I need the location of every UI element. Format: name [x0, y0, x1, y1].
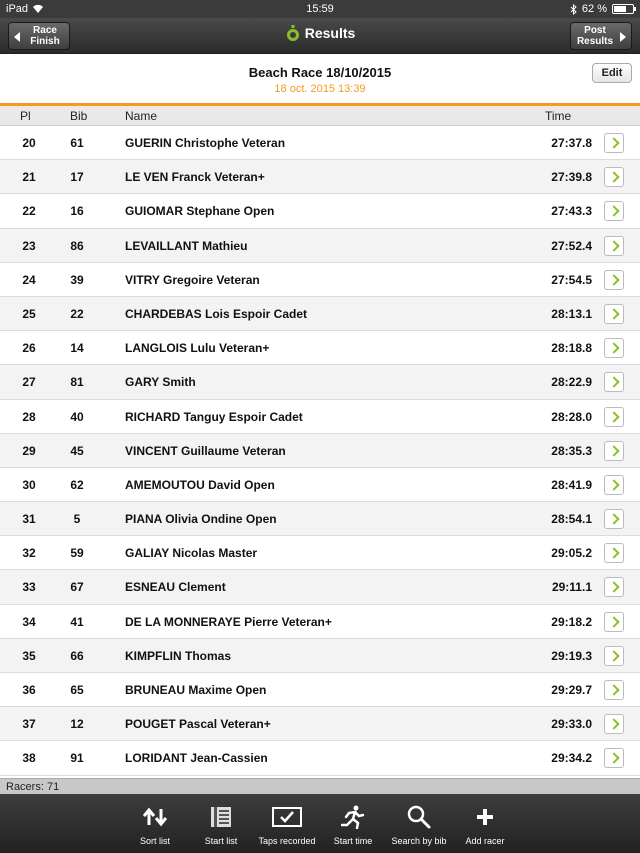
chevron-right-icon[interactable] [604, 372, 624, 392]
name-cell: PIANA Olivia Ondine Open [125, 512, 277, 527]
col-name: Name [125, 109, 158, 123]
battery-icon [612, 4, 634, 14]
name-cell: LORIDANT Jean-Cassien [125, 751, 268, 766]
name-cell: KIMPFLIN Thomas [125, 648, 232, 663]
table-row[interactable] [0, 570, 640, 604]
status-bar [0, 0, 640, 18]
time-cell: 29:29.7 [551, 683, 592, 697]
race-finish-label: Race Finish [30, 25, 60, 47]
table-row[interactable] [0, 605, 640, 639]
page-title [0, 24, 640, 42]
race-date: 18 oct. 2015 13:39 [274, 83, 366, 95]
tab-taps-recorded[interactable] [254, 794, 320, 853]
bib-cell: 5 [73, 512, 81, 527]
place-cell: 27 [22, 375, 36, 390]
time-cell: 29:34.2 [551, 751, 592, 766]
status-time: 15:59 [306, 3, 334, 15]
chevron-right-icon[interactable] [604, 407, 624, 427]
table-row[interactable] [0, 468, 640, 502]
place-cell: 20 [22, 136, 36, 150]
column-header [0, 106, 640, 126]
table-row[interactable] [0, 741, 640, 775]
tab-start-time-label: Start time [333, 836, 373, 846]
chevron-right-icon[interactable] [604, 543, 624, 563]
table-row[interactable] [0, 707, 640, 741]
name-cell: BRUNEAU Maxime Open [125, 683, 267, 697]
chevron-right-icon[interactable] [604, 680, 624, 700]
table-row[interactable] [0, 434, 640, 468]
time-cell: 28:41.9 [551, 477, 592, 492]
tab-add-racer[interactable] [452, 794, 518, 853]
tab-bar [0, 794, 640, 853]
table-row[interactable] [0, 365, 640, 399]
place-cell: 29 [22, 443, 36, 458]
chevron-right-icon[interactable] [604, 338, 624, 358]
chevron-right-icon[interactable] [604, 475, 624, 495]
name-cell: VITRY Gregoire Veteran [125, 272, 260, 287]
bib-cell: 61 [70, 136, 84, 150]
page-title-text: Results [304, 25, 356, 41]
table-row[interactable] [0, 229, 640, 263]
time-cell: 28:28.0 [551, 409, 592, 424]
name-cell: GUERIN Christophe Veteran [125, 136, 286, 150]
place-cell: 21 [22, 170, 36, 185]
bib-cell: 14 [70, 341, 84, 356]
battery-percent: 62 % [581, 3, 607, 15]
bib-cell: 81 [70, 375, 84, 390]
bib-cell: 12 [70, 717, 84, 732]
results-list[interactable] [0, 126, 640, 778]
place-cell: 36 [22, 683, 36, 697]
tab-sort-list[interactable] [122, 794, 188, 853]
wifi-icon [32, 4, 44, 14]
bib-cell: 40 [70, 409, 84, 424]
table-row[interactable] [0, 673, 640, 707]
place-cell: 38 [22, 751, 36, 766]
name-cell: ESNEAU Clement [125, 580, 226, 595]
place-cell: 37 [22, 717, 36, 732]
tab-add-racer-label: Add racer [465, 836, 505, 846]
bluetooth-icon [570, 4, 577, 15]
table-row[interactable] [0, 639, 640, 673]
table-row[interactable] [0, 194, 640, 228]
bib-cell: 17 [70, 170, 84, 185]
time-cell: 28:35.3 [551, 443, 592, 458]
name-cell: LE VEN Franck Veteran+ [125, 170, 265, 185]
place-cell: 22 [22, 204, 36, 219]
name-cell: CHARDEBAS Lois Espoir Cadet [125, 306, 308, 321]
chevron-right-icon[interactable] [604, 612, 624, 632]
bib-cell: 66 [70, 648, 84, 663]
name-cell: LANGLOIS Lulu Veteran+ [125, 341, 270, 356]
name-cell: GALIAY Nicolas Master [125, 546, 258, 561]
table-row[interactable] [0, 331, 640, 365]
col-time: Time [545, 109, 572, 123]
chevron-right-icon[interactable] [604, 270, 624, 290]
bib-cell: 39 [70, 272, 84, 287]
place-cell: 24 [22, 272, 36, 287]
chevron-right-icon[interactable] [604, 646, 624, 666]
place-cell: 26 [22, 341, 36, 356]
bib-cell: 41 [70, 614, 84, 629]
chevron-right-icon[interactable] [604, 133, 624, 153]
place-cell: 30 [22, 477, 36, 492]
search-icon [407, 805, 431, 829]
runner-icon [341, 805, 365, 829]
place-cell: 31 [22, 512, 36, 527]
time-cell: 29:18.2 [551, 614, 592, 629]
stopwatch-icon [285, 24, 301, 42]
name-cell: VINCENT Guillaume Veteran [125, 443, 286, 458]
time-cell: 29:33.0 [551, 717, 592, 732]
sort-icon [142, 807, 168, 827]
tab-start-time[interactable] [320, 794, 386, 853]
bib-cell: 67 [70, 580, 84, 595]
bib-cell: 22 [70, 306, 84, 321]
place-cell: 34 [22, 614, 36, 629]
table-row[interactable] [0, 502, 640, 536]
table-row[interactable] [0, 297, 640, 331]
taps-icon [272, 807, 302, 827]
tab-start-list-label: Start list [204, 836, 238, 846]
bib-cell: 65 [70, 683, 84, 697]
tab-taps-recorded-label: Taps recorded [258, 836, 316, 846]
table-row[interactable] [0, 400, 640, 434]
name-cell: GARY Smith [125, 375, 196, 390]
chevron-right-icon[interactable] [604, 509, 624, 529]
col-pl: Pl [20, 109, 31, 123]
time-cell: 27:52.4 [551, 238, 592, 253]
name-cell: POUGET Pascal Veteran+ [125, 717, 271, 732]
time-cell: 28:18.8 [551, 341, 592, 356]
racers-count: Racers: 71 [0, 778, 640, 794]
place-cell: 25 [22, 306, 36, 321]
chevron-right-icon[interactable] [604, 304, 624, 324]
tab-search-by-bib-label: Search by bib [391, 836, 447, 846]
place-cell: 32 [22, 546, 36, 561]
table-row[interactable] [0, 160, 640, 194]
chevron-right-icon[interactable] [604, 577, 624, 597]
race-header [0, 55, 640, 103]
bib-cell: 59 [70, 546, 84, 561]
nav-bar [0, 18, 640, 54]
bib-cell: 45 [70, 443, 84, 458]
name-cell: AMEMOUTOU David Open [125, 477, 275, 492]
bib-cell: 62 [70, 477, 84, 492]
time-cell: 28:54.1 [551, 512, 592, 527]
time-cell: 28:13.1 [551, 306, 592, 321]
tab-start-list[interactable] [188, 794, 254, 853]
bib-cell: 91 [70, 751, 84, 766]
place-cell: 28 [22, 409, 36, 424]
time-cell: 27:37.8 [551, 136, 592, 150]
table-row[interactable] [0, 263, 640, 297]
bib-cell: 86 [70, 238, 84, 253]
chevron-right-icon[interactable] [604, 441, 624, 461]
time-cell: 29:19.3 [551, 648, 592, 663]
chevron-right-icon[interactable] [604, 748, 624, 768]
post-results-button[interactable] [570, 22, 632, 50]
time-cell: 29:11.1 [551, 580, 592, 595]
table-row[interactable] [0, 536, 640, 570]
name-cell: DE LA MONNERAYE Pierre Veteran+ [125, 614, 332, 629]
chevron-right-icon[interactable] [604, 201, 624, 221]
name-cell: GUIOMAR Stephane Open [125, 204, 275, 219]
chevron-right-icon[interactable] [604, 236, 624, 256]
tab-search-by-bib[interactable] [386, 794, 452, 853]
place-cell: 23 [22, 238, 36, 253]
name-cell: RICHARD Tanguy Espoir Cadet [125, 409, 303, 424]
chevron-right-icon[interactable] [604, 167, 624, 187]
time-cell: 27:54.5 [551, 272, 592, 287]
add-icon [475, 807, 495, 827]
tab-sort-list-label: Sort list [139, 836, 170, 846]
time-cell: 29:05.2 [551, 546, 592, 561]
post-results-label: Post Results [576, 25, 614, 47]
place-cell: 35 [22, 648, 36, 663]
time-cell: 27:39.8 [551, 170, 592, 185]
forward-arrow-icon [620, 32, 626, 42]
device-name: iPad [6, 3, 29, 15]
col-bib: Bib [70, 109, 88, 123]
edit-button[interactable]: Edit [592, 63, 632, 83]
time-cell: 27:43.3 [551, 204, 592, 219]
start-list-icon [210, 806, 232, 828]
race-title: Beach Race 18/10/2015 [248, 65, 392, 80]
table-row[interactable] [0, 126, 640, 160]
bib-cell: 16 [70, 204, 84, 219]
place-cell: 33 [22, 580, 36, 595]
chevron-right-icon[interactable] [604, 714, 624, 734]
name-cell: LEVAILLANT Mathieu [125, 238, 248, 253]
time-cell: 28:22.9 [551, 375, 592, 390]
